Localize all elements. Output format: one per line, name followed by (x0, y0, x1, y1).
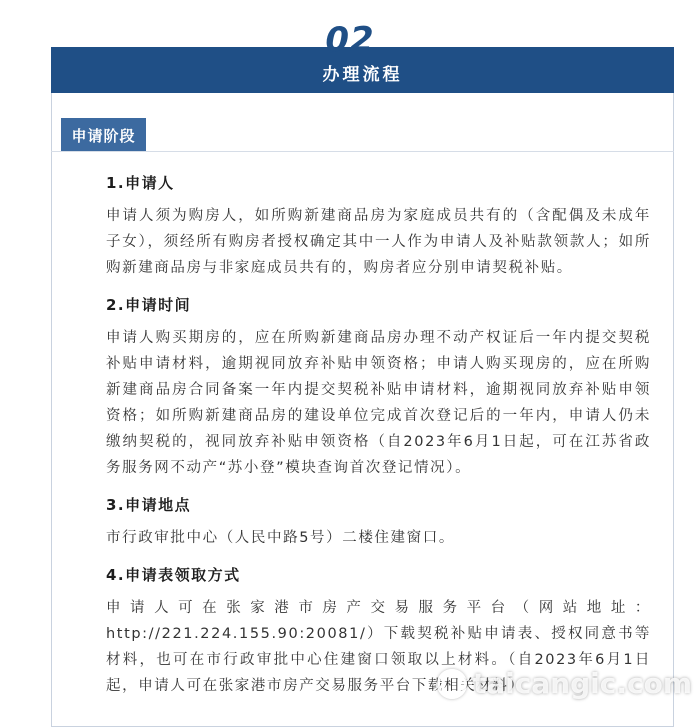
item-title: 1.申请人 (106, 174, 175, 192)
content-body (106, 168, 651, 708)
stage-tab (61, 118, 146, 152)
section-number: 02 (325, 20, 375, 60)
stage-divider (51, 151, 674, 152)
item-paragraph: 申请人须为购房人，如所购新建商品房为家庭成员共有的（含配偶及未成年子女），须经所有购房者授权确定其中一人作为申请人及补贴款领款人；如所购新建商品房与非家庭成员共有的，购房者应分别申请契税补贴。 (106, 208, 651, 276)
item-paragraph: 申请人购买期房的，应在所购新建商品房办理不动产权证后一年内提交契税补贴申请材料，逾期视同放弃补贴申领资格；申请人购买现房的，应在所购新建商品房合同备案一年内提交契税补贴申请材料，逾期视同放弃补贴申领资格；如所购新建商品房的建设单位完成首次登记后的一年内，申请人仍未缴纳契税的，视同放弃补贴申领资格（自2023年6月1日起，可在江苏省政务服务网不动产“苏小登”模块查询首次登记情况）。 (106, 330, 651, 476)
item-title: 2.申请时间 (106, 296, 192, 314)
watermark-text: taicangic.com (472, 667, 692, 700)
item-paragraph: 申请人可在张家港市房产交易服务平台（网站地址：http://221.224.155.90:20081/）下载契税补贴申请表、授权同意书等材料，也可在市行政审批中心住建窗口领取以上材料。（自2023年6月1日起，申请人可在张家港市房产交易服务平台下载相关材料） (106, 600, 651, 694)
stage-label: 申请阶段 (71, 126, 136, 145)
section-title: 办理流程 (322, 64, 403, 85)
item-application-time (106, 290, 651, 481)
item-paragraph: 市行政审批中心（人民中路5号）二楼住建窗口。 (106, 530, 455, 546)
item-form-collection (106, 560, 651, 699)
item-applicant (106, 168, 651, 281)
item-application-location (106, 490, 651, 551)
item-title: 4.申请表领取方式 (106, 566, 241, 584)
item-title: 3.申请地点 (106, 496, 192, 514)
